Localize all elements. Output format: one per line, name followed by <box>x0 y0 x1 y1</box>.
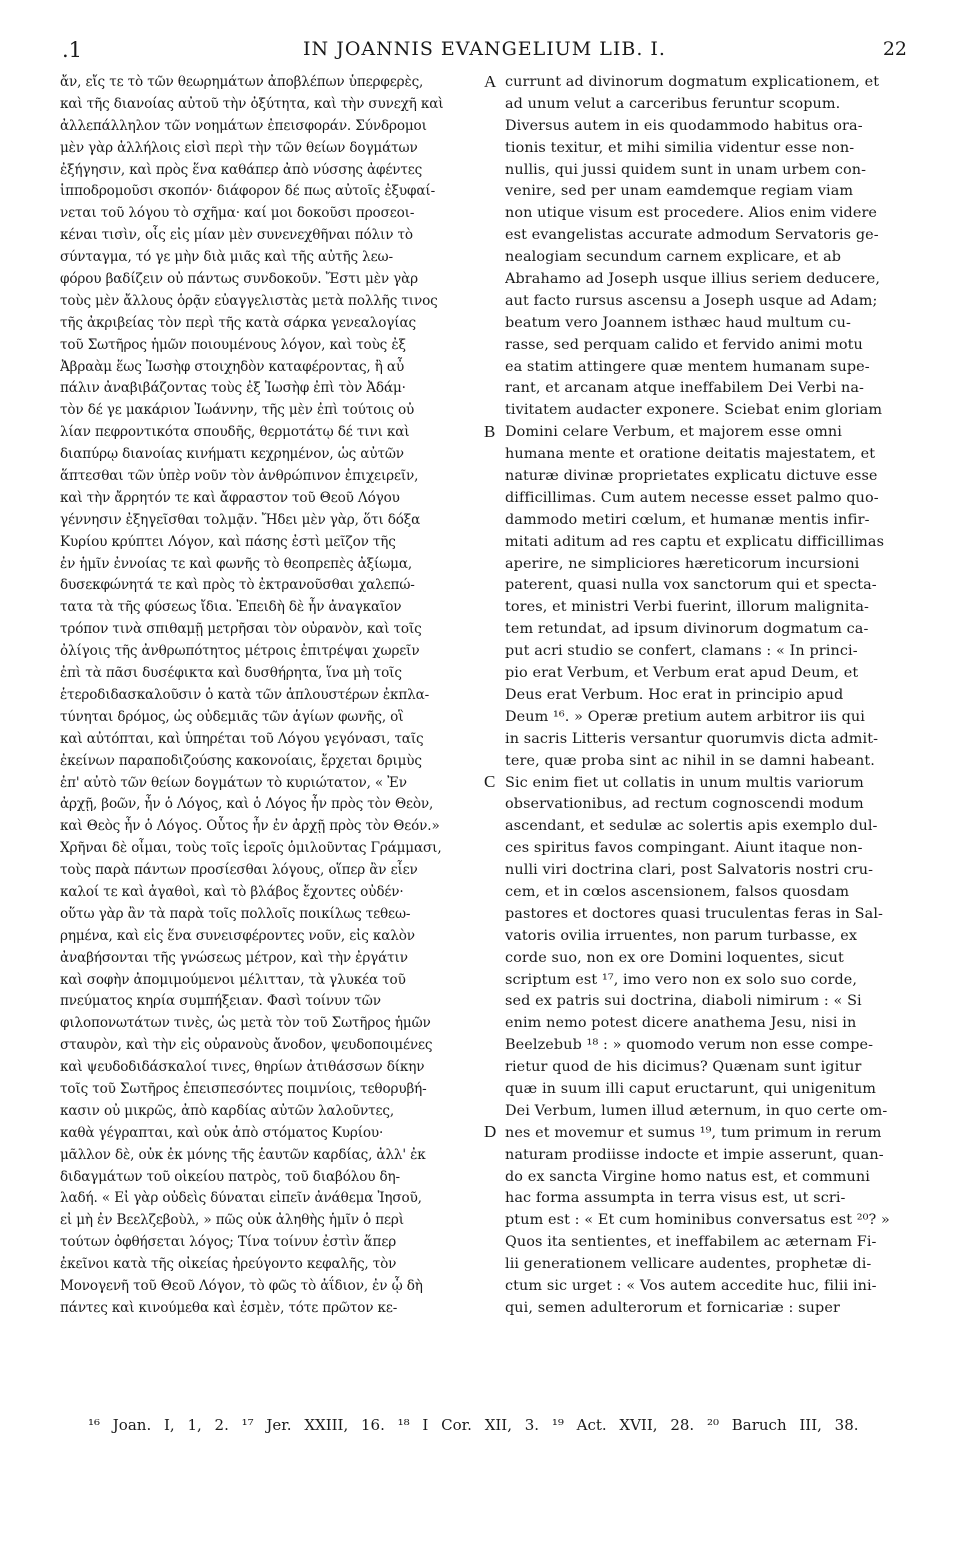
running-title: IN JOANNIS EVANGELIUM LIB. I. <box>303 38 666 60</box>
greek-text-line: νεται τοῦ λόγου τὸ σχῆμα· καί μοι δοκοῦσι προσεοι- <box>60 205 415 222</box>
greek-text-line: διδαγμάτων τοῦ οἰκείου πατρὸς, τοῦ διαβόλου δη- <box>60 1168 400 1185</box>
latin-text-line: naturæ divinæ proprietates explicatu dictuve esse <box>505 468 878 485</box>
greek-text-line: πνεύματος κηρία συμπήξειαν. Φασὶ τοίνυν τῶν <box>60 993 381 1010</box>
greek-text-line: καὶ αὐτόπται, καὶ ὑπηρέται τοῦ Λόγου γεγόνασι, ταῖς <box>60 730 424 747</box>
latin-text-line: tores, et ministri Verbi fuerint, illorum malignita- <box>505 599 870 616</box>
latin-text-line: cem, et in cœlos ascensionem, falsos quosdam <box>505 883 850 900</box>
latin-text-line: pio erat Verbum, et Verbum erat apud Deum, et <box>505 665 859 682</box>
greek-text-line: τοὺς μὲν ἄλλους ὁρᾷν εὐαγγελιστὰς μετὰ πολλῆς τινος <box>60 292 438 309</box>
latin-text-line: rietur quod de his dicimus? Quænam sunt igitur <box>505 1059 862 1076</box>
greek-text-line: οὕτω γὰρ ἂν τὰ παρὰ τοῖς πολλοῖς ποικίλως τεθεω- <box>60 905 411 922</box>
greek-text-line: ἄν, εἴς τε τὸ τῶν θεωρημάτων ἀποβλέπων ὑπερφερὲς, <box>60 74 424 90</box>
greek-text-line: καὶ τῆς διανοίας αὐτοῦ τὴν ὀξύτητα, καὶ τὴν συνεχῆ καὶ <box>60 95 444 112</box>
latin-text-line: aut facto rursus ascensu a Joseph usque ad Adam; <box>505 292 878 309</box>
greek-text-line: ὀλίγοις τῆς ἀνθρωπότητος μέτροις ἐπιτρέψαι χωρεῖν <box>60 643 420 660</box>
greek-text-line: τρόπον τινὰ σπιθαμῇ μετρῆσαι τὸν οὐρανὸν, καὶ τοῖς <box>60 621 422 638</box>
greek-text-line: ρημένα, καὶ εἰς ἕνα συνεισφέροντες νοῦν, εἰς καλὸν <box>60 927 415 944</box>
greek-text-line: ἅπτεσθαι τῶν ὑπὲρ νοῦν τὸν ἀνθρώπινον ἐπιχειρεῖν, <box>60 468 419 485</box>
greek-text-line: καὶ τὴν ἄρρητόν τε καὶ ἄφραστον τοῦ Θεοῦ Λόγου <box>60 489 400 506</box>
latin-text-line: humana mente et oratione deitatis majestatem, et <box>505 446 876 463</box>
latin-text-line: in sacris Litteris versantur quorumvis dicta admit- <box>505 730 879 747</box>
latin-text-line: tere, quæ proba sint ac nihil in se damni habeant. <box>505 752 875 769</box>
latin-text-line: Deum ¹⁶. » Operæ pretium autem arbitror iis qui <box>505 708 865 725</box>
latin-text-line: beatum vero Joannem isthæc haud multum cu- <box>505 314 851 331</box>
greek-text-line: εἰ μὴ ἐν Βεελζεβοὺλ, » πῶς οὐκ ἀληθὴς ἡμῖν ὁ περὶ <box>60 1212 404 1229</box>
latin-text-line: difficillimas. Cum autem necesse esset palmo quo- <box>505 489 879 506</box>
latin-text-line: ascendant, et sedulæ ac solertis apis exemplo dul- <box>505 818 878 835</box>
greek-text-line: σύνταγμα, τό γε μὴν διὰ μιᾶς καὶ τῆς αὐτῆς λεω- <box>60 249 393 266</box>
greek-text-line: κασιν οὐ μικρῶς, ἀπὸ καρδίας αὐτῶν λαλοῦντες, <box>60 1102 395 1119</box>
greek-text-line: τατα τὰ τῆς φύσεως ἴδια. Ἐπειδὴ δὲ ἦν ἀναγκαῖον <box>60 599 402 616</box>
latin-text-line: quæ in suum illi caput eructarunt, qui unigenitum <box>505 1080 877 1097</box>
greek-text-column <box>60 72 480 1320</box>
latin-text-line: Dei Verbum, lumen illud æternum, in quo certe om- <box>505 1102 888 1119</box>
greek-text-line: καὶ σοφὴν ἀπομιμούμενοι μέλιτταν, τὰ γλυκέα τοῦ <box>60 971 406 988</box>
greek-text-line: τοὺς παρὰ πάντων προσίεσθαι λόγους, οἵπερ ἂν εἶεν <box>60 862 418 879</box>
latin-text-line: sed ex patris sui doctrina, diaboli nimirum : « Si <box>505 993 862 1010</box>
latin-text-line: ces spiritus favos compingant. Aiunt itaque non- <box>505 840 863 857</box>
greek-text-line: Χρῆναι δὲ οἶμαι, τοὺς τοῖς ἱεροῖς ὁμιλοῦντας Γράμμασι, <box>60 840 442 857</box>
greek-text-line: Κυρίου κρύπτει Λόγον, καὶ πάσης ἐστὶ μεῖζον τῆς <box>60 533 396 550</box>
page-header <box>62 38 907 68</box>
greek-text-line: καθὰ γέγραπται, καὶ οὐκ ἀπὸ στόματος Κυρίου· <box>60 1124 384 1141</box>
latin-text-line: non utique visum est procedere. Alios enim videre <box>505 205 878 222</box>
latin-text-line: dammodo metiri cœlum, et humanæ mentis infir- <box>505 511 870 528</box>
greek-text-line: ἑτεροδιδασκαλοῦσιν ὁ κατὰ τῶν ἁπλουστέρων ἐκπλα- <box>60 686 430 703</box>
latin-text-line: venire, sed per unam eamdemque regiam viam <box>505 183 854 200</box>
latin-text-line: nullis, qui jussi quidem sunt in unam urbem con- <box>505 161 867 178</box>
latin-text-line: tionis texitur, et mihi similia videntur esse non- <box>505 139 855 156</box>
latin-text-line: currunt ad divinorum dogmatum explicationem, et <box>505 74 880 90</box>
latin-text-line: Domini celare Verbum, et majorem esse omni <box>505 424 842 441</box>
latin-text-line: ad unum velut a carceribus feruntur scopum. <box>505 95 841 112</box>
latin-text-line: Beelzebub ¹⁸ : » quomodo verum non esse compe- <box>505 1037 874 1054</box>
greek-text-line: καλοί τε καὶ ἀγαθοὶ, καὶ τὸ βλάβος ἔχοντες οὐδέν· <box>60 883 404 900</box>
latin-text-line: put acri studio se confert, clamans : « In princi- <box>505 643 858 660</box>
greek-text-line: πάντες καὶ κινούμεθα καὶ ἐσμὲν, τότε πρῶτον κε- <box>60 1299 398 1316</box>
latin-text-line: corde suo, non ex ore Domini loquentes, sicut <box>505 949 844 966</box>
latin-text-line: Abrahamo ad Joseph usque illius seriem deducere, <box>505 271 881 288</box>
greek-text-line: ἀρχῇ, βοῶν, ἦν ὁ Λόγος, καὶ ὁ Λόγος ἦν πρὸς τὸν Θεὸν, <box>60 796 434 813</box>
greek-text-line: πάλιν ἀναβιβάζοντας τοὺς ἐξ Ἰωσὴφ ἐπὶ τὸν Ἀδάμ· <box>60 380 406 397</box>
greek-text-line: ἐκείνων παραποδιζούσης κακονοίαις, ἔρχεται δριμὺς <box>60 752 422 769</box>
latin-text-line: do ex sancta Virgine homo natus est, et communi <box>505 1168 870 1185</box>
greek-text-line: ἐπὶ τὰ πᾶσι δυσέφικτα καὶ δυσθήρητα, ἵνα μὴ τοῖς <box>60 665 402 682</box>
greek-text-line: Ἀβραὰμ ἕως Ἰωσὴφ στοιχηδὸν καταφέροντας, ἢ αὖ <box>60 358 405 375</box>
greek-text-line: μᾶλλον δὲ, οὐκ ἐκ μόνης τῆς ἑαυτῶν καρδίας, ἀλλ' ἐκ <box>60 1146 426 1163</box>
margin-letter-a: A <box>484 72 497 91</box>
greek-text-line: λαδή. « Εἰ γὰρ οὐδεὶς δύναται εἰπεῖν ἀνάθεμα Ἰησοῦ, <box>60 1190 422 1207</box>
latin-text-line: hac forma assumpta in terra visus est, ut scri- <box>505 1190 846 1207</box>
latin-text-line: ctum sic urget : « Vos autem accedite huc, filii ini- <box>505 1277 877 1294</box>
page-number-right: 22 <box>882 38 907 60</box>
latin-text-line: nulli viri doctrina clari, post Salvatoris nostri cru- <box>505 862 874 879</box>
margin-letter-c: C <box>484 772 496 791</box>
latin-text-line: aperire, ne simpliciores hæreticorum incursioni <box>505 555 860 572</box>
latin-text-line: paterent, quasi nulla vox sanctorum qui et specta- <box>505 577 877 594</box>
latin-text-line: rasse, sed perquam calido et fervido animi motu <box>505 336 863 353</box>
latin-text-line: nealogiam secundum carnem explicare, et ab <box>505 249 842 266</box>
latin-text-line: Quos ita sentientes, et ineffabilem ac æternam Fi- <box>505 1234 877 1251</box>
latin-text-line: ptum est : « Et cum hominibus conversatus est ²⁰? » <box>505 1212 890 1229</box>
latin-text-line: naturam prodiisse indocte et impie asserunt, quan- <box>505 1146 884 1163</box>
greek-text-line: ἱπποδρομοῦσι σκοπόν· διάφορον δέ πως αὐτοῖς ἐξυφαί- <box>60 183 436 200</box>
latin-text-line: mitati aditum ad res captu et explicatu difficillimas <box>505 533 885 550</box>
greek-text-line: ἀναβήσονται τῆς γνώσεως μέτρον, καὶ τὴν ἐργάτιν <box>60 949 408 966</box>
greek-text-line: διαπύρῳ διανοίας κινήματι κεχρημένον, ὡς αὐτῶν <box>60 446 404 463</box>
latin-text-line: Deus erat Verbum. Hoc erat in principio apud <box>505 686 844 703</box>
greek-text-line: τοῦ Σωτῆρος ἡμῶν ποιουμένους λόγον, καὶ τοὺς ἐξ <box>60 336 406 353</box>
greek-text-line: ἀλλεπάλληλον τῶν νοημάτων ἐπεισφοράν. Σύνδρομοι <box>60 117 427 134</box>
greek-text-line: μὲν γὰρ ἀλλήλοις εἰσὶ περὶ τὴν τῶν θείων δογμάτων <box>60 139 418 156</box>
greek-text-line: τοῖς τοῦ Σωτῆρος ἐπεισπεσόντες ποιμνίοις, τεθορυβή- <box>60 1080 427 1097</box>
greek-text-line: τούτων ὀφθήσεται λόγος; Τίνα τοίνυν ἐστὶν ἅπερ <box>60 1234 397 1251</box>
latin-text-line: tem retundat, ad ipsum divinorum dogmatum ca- <box>505 621 869 638</box>
greek-text-line: λίαν πεφροντικότα σπουδῆς, θερμοτάτῳ δέ τινι καὶ <box>60 424 410 441</box>
margin-letter-d: D <box>484 1122 497 1141</box>
greek-text-line: ἐκεῖνοι κατὰ τῆς οἰκείας ἠρεύγοντο κεφαλῆς, τὸν <box>60 1256 397 1273</box>
latin-text-line: Sic enim fiet ut collatis in unum multis variorum <box>505 774 864 791</box>
latin-text-line: ea statim attingere quæ mentem humanam supe- <box>505 358 870 375</box>
greek-text-line: Μονογενῆ τοῦ Θεοῦ Λόγον, τὸ φῶς τὸ ἀΐδιον, ἐν ᾧ δὴ <box>60 1277 423 1294</box>
latin-text-line: Diversus autem in eis quodammodo habitus ora- <box>505 117 863 134</box>
latin-text-line: pastores et doctores quasi truculentas feras in Sal- <box>505 905 883 922</box>
page-number-left: .1 <box>62 38 83 62</box>
greek-text-line: κέναι τισὶν, οἷς εἰς μίαν μὲν συνενεχθῆναι πόλιν τὸ <box>60 227 413 244</box>
greek-text-line: φιλοπονωτάτων τινὲς, ὡς μετὰ τὸν τοῦ Σωτῆρος ἡμῶν <box>60 1015 431 1032</box>
greek-text-line: δυσεκφώνητά τε καὶ πρὸς τὸ ἐκτρανοῦσθαι χαλεπώ- <box>60 577 415 594</box>
latin-text-line: tivitatem audacter exponere. Sciebat enim gloriam <box>505 402 883 419</box>
latin-text-line: vatoris ovilia irruentes, non parum turbasse, ex <box>505 927 858 944</box>
greek-text-line: τύνηται δρόμος, ὡς οὐδεμιᾶς τῶν ἁγίων φωνῆς, οἳ <box>60 708 404 725</box>
greek-text-line: τῆς ἀκριβείας τὸν περὶ τῆς κατὰ σάρκα γενεαλογίας <box>60 314 416 331</box>
greek-text-line: καὶ Θεὸς ἦν ὁ Λόγος. Οὗτος ἦν ἐν ἀρχῇ πρὸς τὸν Θεόν.» <box>60 818 440 835</box>
latin-text-column <box>505 72 915 1320</box>
greek-text-line: ἐξήγησιν, καὶ πρὸς ἕνα καθάπερ ἀπὸ νύσσης ἀφέντες <box>60 161 423 178</box>
greek-text-line: ἐπ' αὐτὸ τῶν θείων δογμάτων τὸ κυριώτατον, « Ἐν <box>60 774 407 791</box>
greek-text-line: ἐν ἡμῖν ἐννοίας τε καὶ φωνῆς τὸ θεοπρεπὲς ἀξίωμα, <box>60 555 413 572</box>
margin-letter-b: B <box>484 422 496 441</box>
greek-text-line: τὸν δέ γε μακάριον Ἰωάννην, τῆς μὲν ἐπὶ τούτοις οὐ <box>60 402 415 419</box>
greek-text-line: καὶ ψευδοδιδάσκαλοί τινες, θηρίων ἀτιθάσσων δίκην <box>60 1059 425 1076</box>
latin-text-line: scriptum est ¹⁷, imo vero non ex solo suo corde, <box>505 971 858 988</box>
footnotes: ¹⁶ Joan. I, 1, 2. ¹⁷ Jer. XXIII, 16. ¹⁸ I Cor. XII, 3. ¹⁹ Act. XVII, 28. ²⁰ Baruch III, 38. <box>88 1416 859 1434</box>
latin-text-line: nes et movemur et sumus ¹⁹, tum primum in rerum <box>505 1124 882 1141</box>
greek-text-line: σταυρὸν, καὶ τὴν εἰς οὐρανοὺς ἄνοδον, ψευδοποιμένες <box>60 1037 433 1054</box>
latin-text-line: rant, et arcanam atque ineffabilem Dei Verbi na- <box>505 380 864 397</box>
latin-text-line: observationibus, ad rectum cognoscendi modum <box>505 796 864 813</box>
latin-text-line: lii generationem vellicare audentes, prophetæ di- <box>505 1256 872 1273</box>
latin-text-line: qui, semen adulterorum et fornicariæ : super <box>505 1299 840 1316</box>
latin-text-line: est evangelistas accurate admodum Servatoris ge- <box>505 227 879 244</box>
latin-text-line: enim nemo potest dicere anathema Jesu, nisi in <box>505 1015 857 1032</box>
greek-text-line: φόρου βαδίζειν οὐ πάντως συνδοκοῦν. Ἔστι μὲν γὰρ <box>60 271 419 288</box>
greek-text-line: γέννησιν ἐξηγεῖσθαι τολμᾷν. Ἤδει μὲν γὰρ, ὅτι δόξα <box>60 511 421 528</box>
